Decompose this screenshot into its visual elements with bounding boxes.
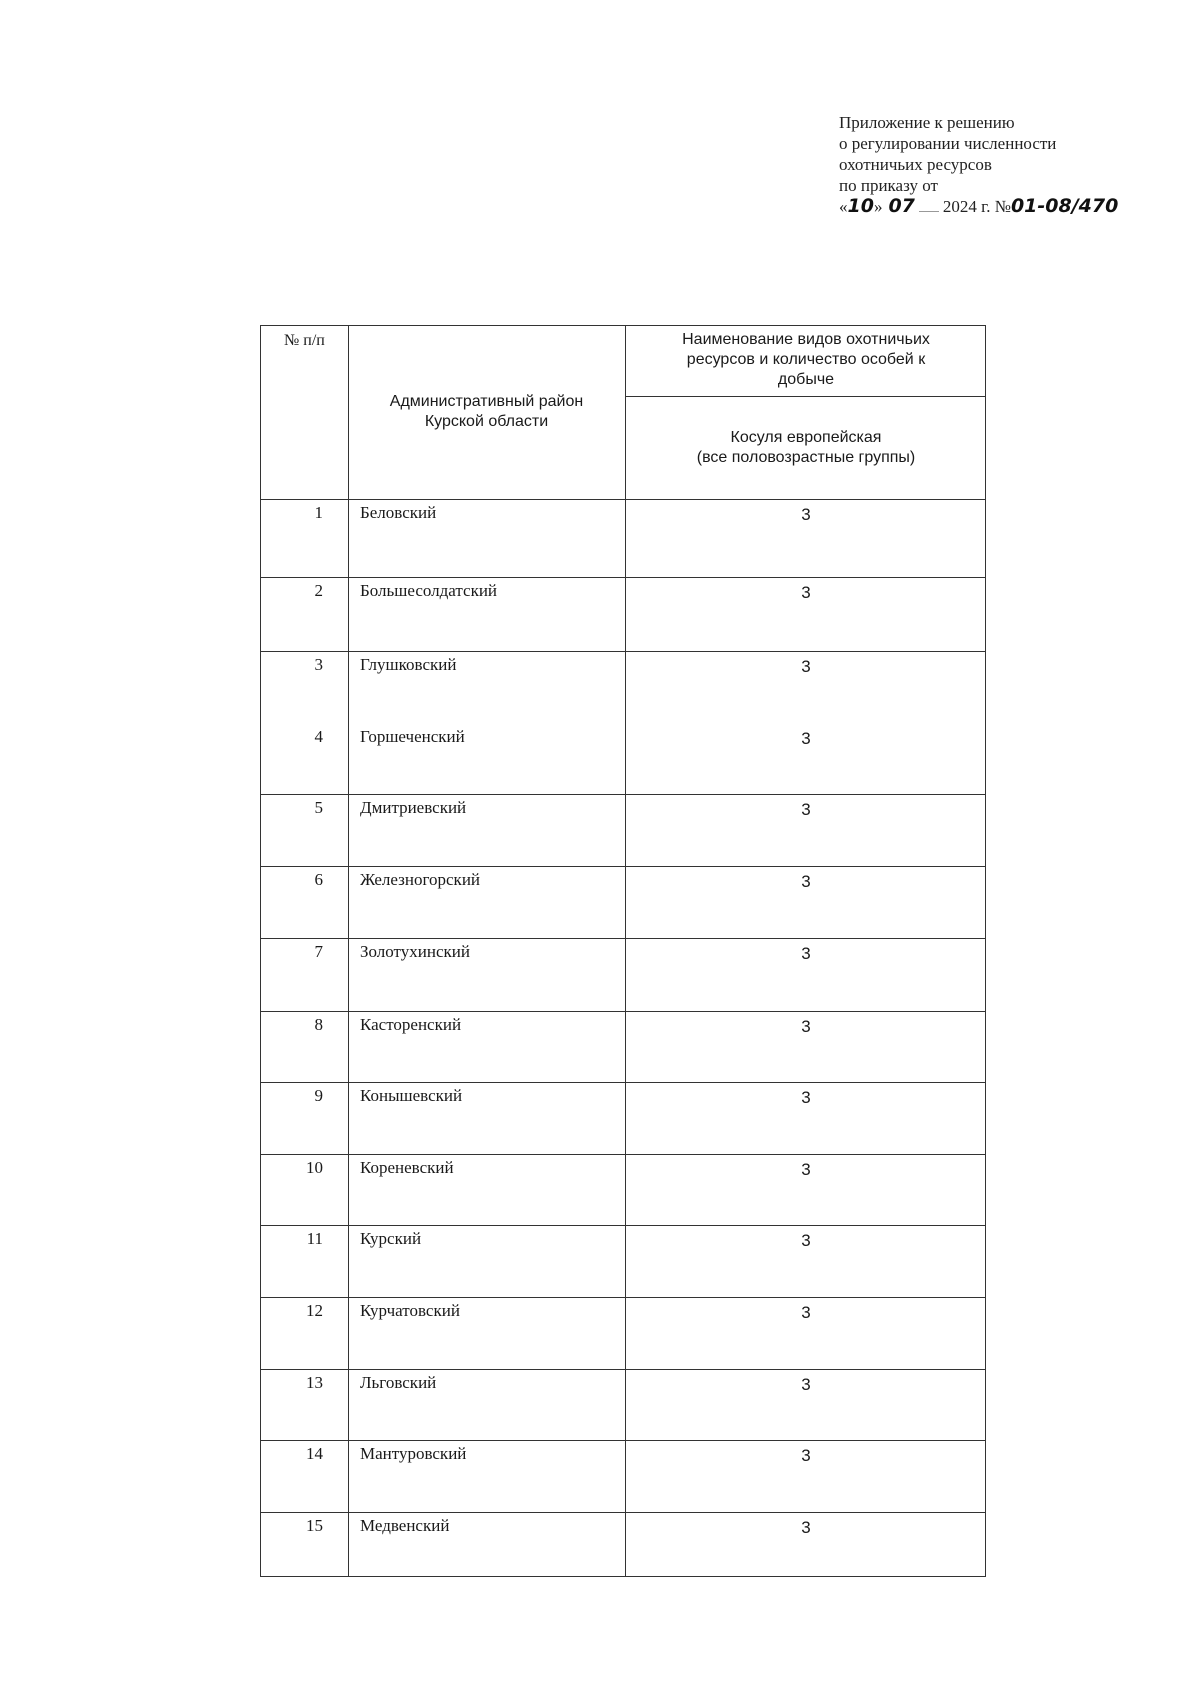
annex-line-4: по приказу от — [839, 176, 938, 195]
row-district: Кореневский — [360, 1158, 454, 1177]
column-header-number: № п/п — [284, 332, 325, 349]
row-quantity: 3 — [801, 1231, 811, 1250]
header-bottom-border — [261, 499, 985, 500]
species-name: Косуля европейская — [730, 429, 882, 446]
row-quantity: 3 — [801, 872, 811, 891]
row-quantity: 3 — [801, 1375, 811, 1394]
row-number: 11 — [306, 1229, 323, 1248]
row-district: Курчатовский — [360, 1301, 460, 1320]
row-district: Дмитриевский — [360, 798, 467, 817]
row-number: 5 — [314, 798, 323, 817]
row-number: 4 — [314, 727, 323, 746]
annex-line-1: Приложение к решению — [839, 113, 1015, 132]
row-divider — [261, 1440, 985, 1441]
row-divider — [261, 1225, 985, 1226]
row-quantity: 3 — [801, 800, 811, 819]
handwritten-order-number: 01-08/470 — [1010, 195, 1119, 217]
column-header-district — [348, 392, 625, 432]
annex-line-3: охотничьих ресурсов — [839, 155, 992, 174]
row-number: 15 — [306, 1516, 323, 1535]
row-district: Большесолдатский — [360, 581, 498, 600]
row-quantity: 3 — [801, 944, 811, 963]
row-number: 1 — [314, 503, 323, 522]
row-quantity: 3 — [801, 583, 811, 602]
handwritten-day: 10 — [847, 195, 874, 217]
row-number: 13 — [306, 1373, 323, 1392]
row-quantity: 3 — [801, 1518, 811, 1537]
row-number: 14 — [306, 1444, 323, 1463]
row-divider — [261, 866, 985, 867]
row-quantity: 3 — [801, 657, 811, 676]
row-number: 3 — [314, 655, 323, 674]
row-quantity: 3 — [801, 1446, 811, 1465]
row-district: Касторенский — [360, 1015, 462, 1034]
annex-header — [839, 112, 1169, 217]
row-divider — [261, 1011, 985, 1012]
row-divider — [261, 1154, 985, 1155]
row-divider — [261, 794, 985, 795]
annex-date-line — [839, 196, 1169, 217]
row-district: Глушковский — [360, 655, 457, 674]
row-district: Курский — [360, 1229, 422, 1248]
row-divider — [261, 577, 985, 578]
row-divider — [261, 1082, 985, 1083]
column-header-species — [625, 330, 987, 390]
species-subheader — [625, 428, 987, 468]
year-text: 2024 г. № — [942, 197, 1011, 216]
row-quantity: 3 — [801, 729, 811, 748]
row-number: 12 — [306, 1301, 323, 1320]
row-quantity: 3 — [801, 1017, 811, 1036]
species-header-line-2: ресурсов и количество особей к — [686, 351, 926, 368]
row-divider — [261, 1512, 985, 1513]
row-district: Конышевский — [360, 1086, 463, 1105]
row-number: 2 — [314, 581, 323, 600]
date-close-quote: » — [873, 197, 883, 216]
row-number: 8 — [314, 1015, 323, 1034]
row-district: Медвенский — [360, 1516, 450, 1535]
row-district: Железногорский — [360, 870, 481, 889]
header-subdivider — [625, 396, 985, 397]
row-district: Беловский — [360, 503, 437, 522]
row-number: 6 — [314, 870, 323, 889]
row-quantity: 3 — [801, 505, 811, 524]
row-number: 7 — [314, 942, 323, 961]
quota-table — [260, 325, 986, 1577]
row-quantity: 3 — [801, 1303, 811, 1322]
district-header-line-2: Курской области — [424, 413, 549, 430]
handwritten-month: 07 — [888, 195, 915, 217]
row-number: 10 — [306, 1158, 323, 1177]
column-divider-1 — [348, 326, 349, 1576]
row-quantity: 3 — [801, 1088, 811, 1107]
row-divider — [261, 1297, 985, 1298]
species-header-line-3: добыче — [777, 371, 835, 388]
row-district: Золотухинский — [360, 942, 470, 961]
species-group: (все половозрастные группы) — [696, 449, 916, 466]
row-divider — [261, 938, 985, 939]
row-divider — [261, 651, 985, 652]
species-header-line-1: Наименование видов охотничьих — [682, 331, 930, 348]
district-header-line-1: Административный район — [389, 393, 584, 410]
row-divider — [261, 1369, 985, 1370]
row-quantity: 3 — [801, 1160, 811, 1179]
row-district: Горшеченский — [360, 727, 465, 746]
date-open-quote: « — [839, 197, 848, 216]
annex-line-2: о регулировании численности — [839, 134, 1057, 153]
row-district: Льговский — [360, 1373, 437, 1392]
row-number: 9 — [314, 1086, 323, 1105]
date-blank-line — [919, 211, 939, 212]
row-district: Мантуровский — [360, 1444, 467, 1463]
